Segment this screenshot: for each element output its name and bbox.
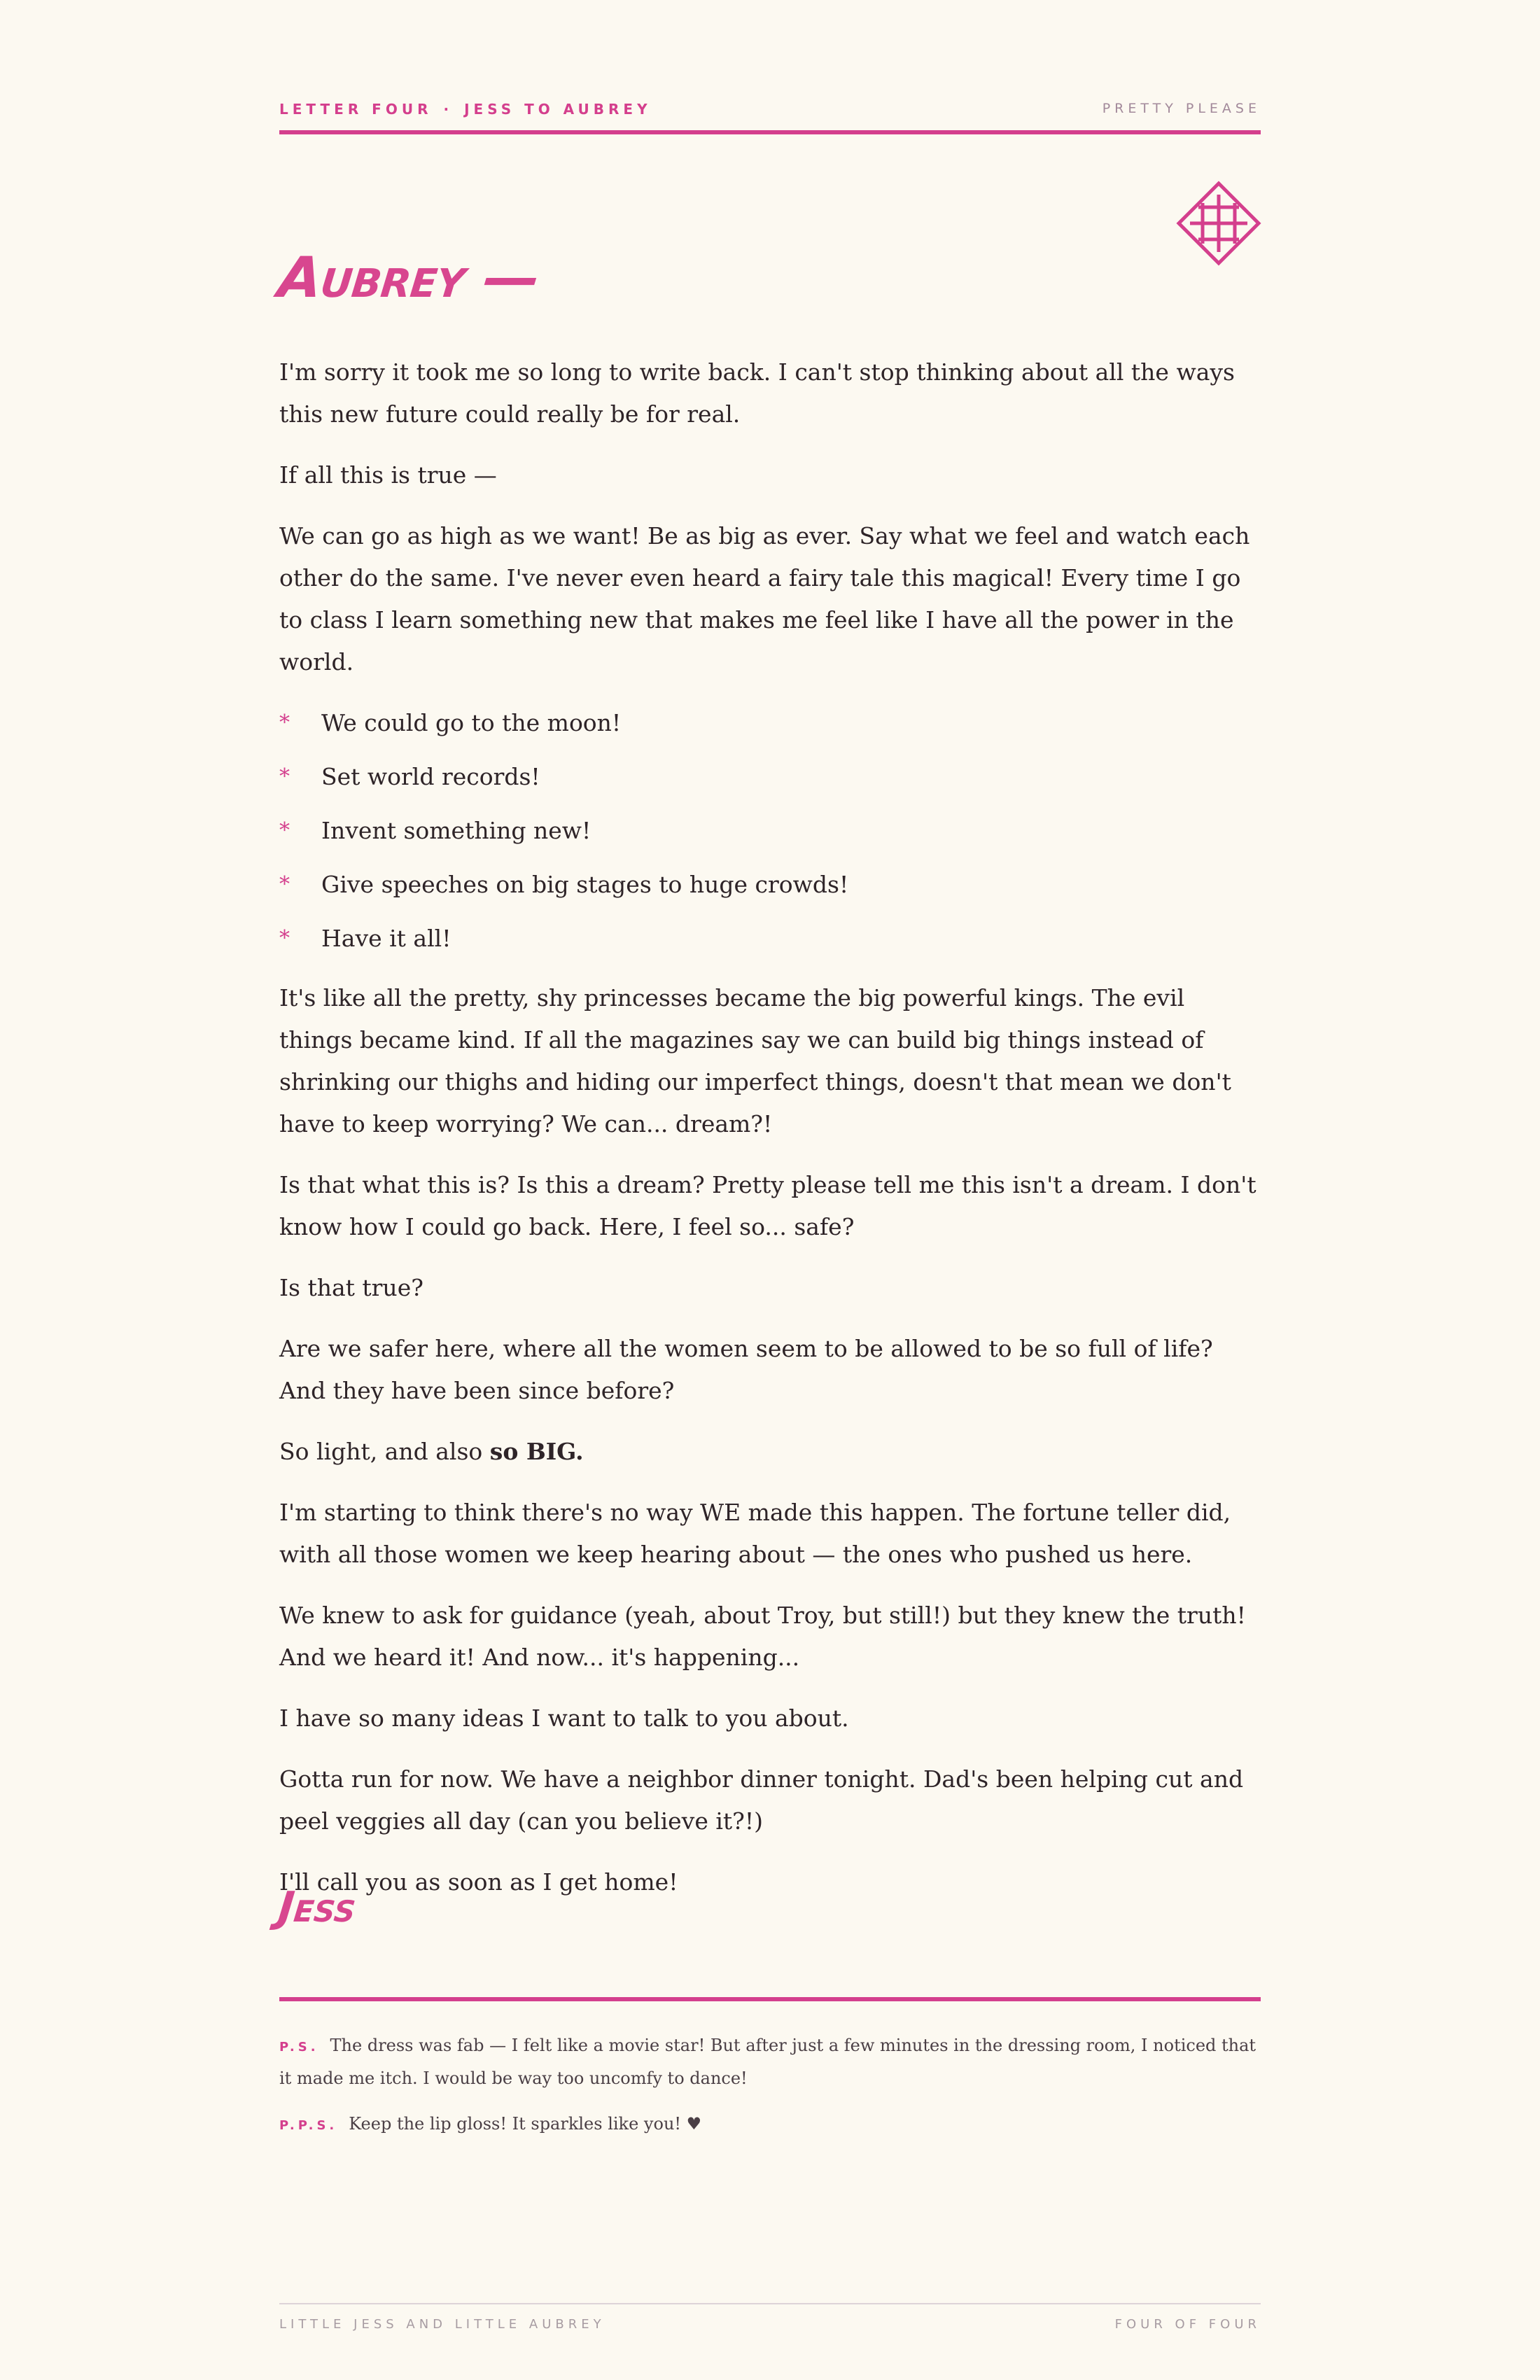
header-letter-number: LETTER FOUR — [279, 101, 433, 118]
header-from-to: JESS TO AUBREY — [464, 101, 652, 118]
wish-text: Give speeches on big stages to huge crowds! — [321, 871, 849, 898]
salutation: Aubrey — — [275, 245, 542, 310]
divider — [279, 1997, 1261, 2001]
paragraph-so-big — [279, 1431, 1261, 1473]
star-bullet-icon: * — [279, 710, 290, 735]
so-big-emphasis: so BIG. — [489, 1438, 584, 1465]
post-postscript-text: Keep the lip gloss! It sparkles like you! ♥ — [349, 2114, 702, 2134]
star-bullet-icon: * — [279, 764, 290, 789]
paragraph: Is that true? — [279, 1274, 424, 1301]
paragraph: I have so many ideas I want to talk to you about. — [279, 1704, 849, 1732]
diamond-lattice-icon — [1176, 181, 1261, 266]
footer-series: LITTLE JESS AND LITTLE AUBREY — [279, 2317, 606, 2332]
postscript-text: The dress was fab — I felt like a movie star! But after just a few minutes in the dressing room, I noticed that it made me itch. I would be way too uncomfy to dance! — [279, 2036, 1256, 2088]
header-series-title: PRETTY PLEASE — [1102, 101, 1261, 116]
wish-text: Set world records! — [321, 763, 540, 790]
post-postscript — [279, 2108, 1261, 2141]
star-bullet-icon: * — [279, 872, 290, 897]
paragraph: Gotta run for now. We have a neighbor dinner tonight. Dad's been helping cut and peel veggies all day (can you believe it?!) — [279, 1765, 1244, 1835]
star-bullet-icon: * — [279, 926, 290, 951]
paragraph: We knew to ask for guidance (yeah, about Troy, but still!) but they knew the truth! And we heard it! And now... it's happening... — [279, 1602, 1246, 1671]
wish-list — [279, 702, 1261, 960]
postscript — [279, 2030, 1261, 2094]
paragraph: If all this is true — — [279, 461, 497, 489]
paragraph: We can go as high as we want! Be as big as ever. Say what we feel and watch each other do the same. I've never even heard a fairy tale this magical! Every time I go to class I learn something new that makes me feel like I have all the power in the world. — [279, 522, 1250, 676]
paragraph: It's like all the pretty, shy princesses became the big powerful kings. The evil things became kind. If all the magazines say we can build big things instead of shrinking our thighs and hiding our imperfect things, doesn't that mean we don't have to keep worrying? We can... dream?! — [279, 984, 1231, 1138]
wish-list-item — [279, 864, 1261, 906]
letter-header — [279, 98, 1261, 134]
postscript-label: P.S. — [279, 2040, 319, 2054]
wish-list-item — [279, 756, 1261, 798]
paragraph: Is that what this is? Is this a dream? Pretty please tell me this isn't a dream. I don't know how I could go back. Here, I feel so... safe? — [279, 1171, 1256, 1240]
wish-list-item — [279, 918, 1261, 960]
wish-list-item — [279, 810, 1261, 852]
wish-list-item — [279, 702, 1261, 744]
paragraph: Are we safer here, where all the women seem to be allowed to be so full of life? And they have been since before? — [279, 1335, 1213, 1404]
paragraph: I'm starting to think there's no way WE made this happen. The fortune teller did, with all those women we keep hearing about — the ones who pushed us here. — [279, 1499, 1231, 1568]
signature: Jess — [276, 1883, 358, 1932]
letter-body — [279, 351, 1261, 1922]
footer-page-count: FOUR OF FOUR — [1114, 2317, 1261, 2332]
wish-text: Have it all! — [321, 925, 451, 952]
header-title — [279, 101, 652, 118]
paragraph: I'll call you as soon as I get home! — [279, 1868, 678, 1896]
wish-text: Invent something new! — [321, 817, 592, 844]
header-separator: · — [443, 101, 454, 118]
post-postscript-label: P.P.S. — [279, 2118, 338, 2133]
paragraph: I'm sorry it took me so long to write back. I can't stop thinking about all the ways this new future could really be for real. — [279, 358, 1235, 428]
so-big-prefix: So light, and also — [279, 1438, 490, 1465]
footer-divider — [279, 2303, 1261, 2304]
wish-text: We could go to the moon! — [321, 709, 622, 736]
star-bullet-icon: * — [279, 818, 290, 843]
